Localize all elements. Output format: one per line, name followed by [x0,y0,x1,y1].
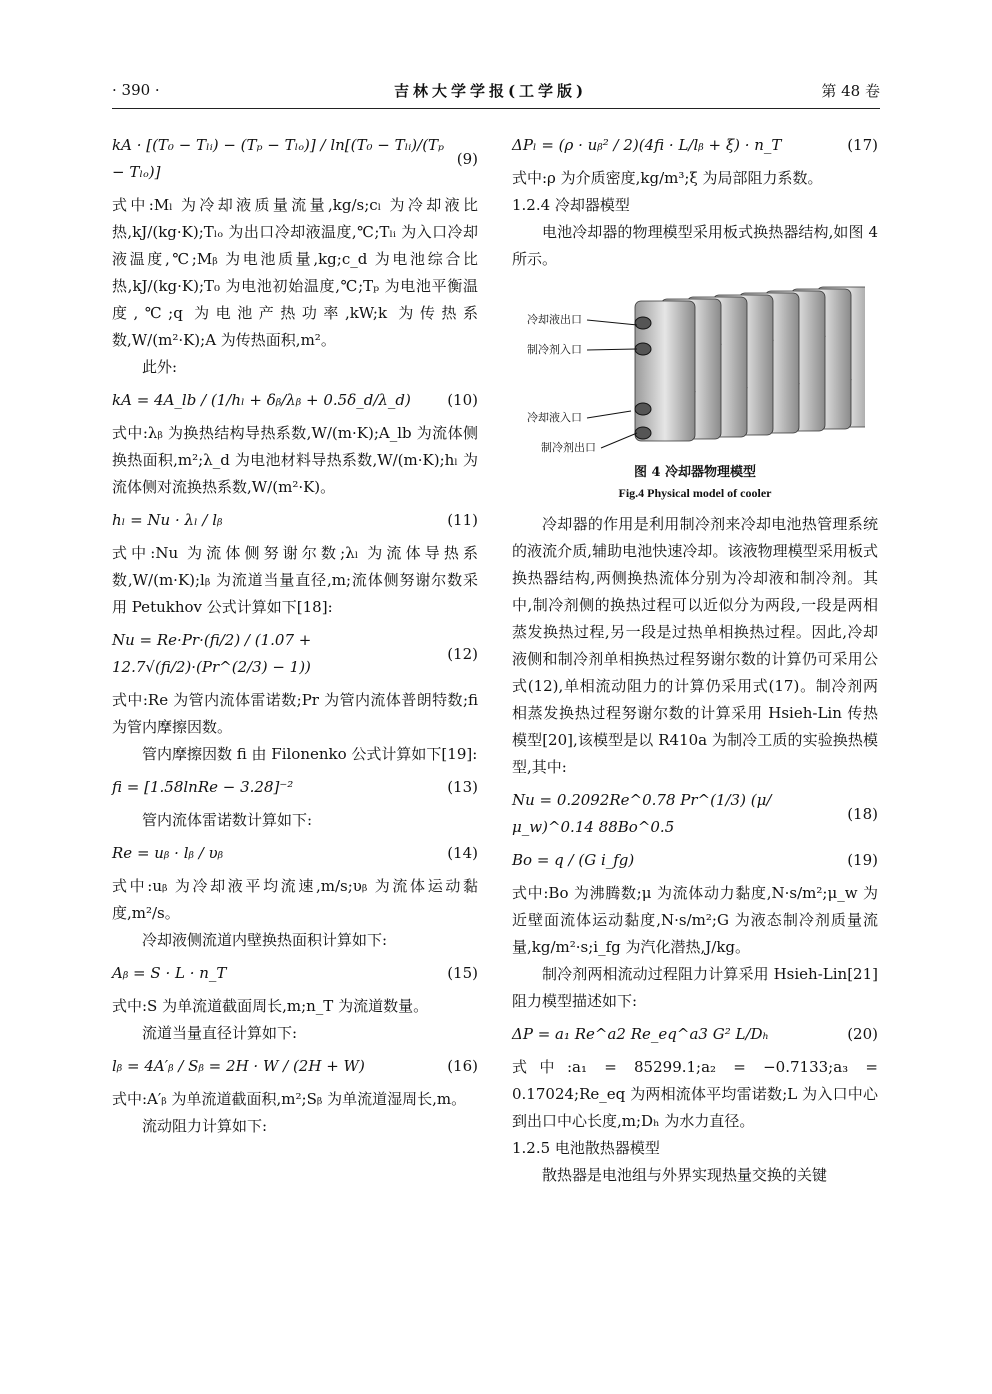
paragraph: 式中:A′ᵦ 为单流道截面积,m²;Sᵦ 为单流道湿周长,m。 [112,1090,467,1108]
label-coolant-outlet: 冷却液出口 [527,313,582,326]
equation-9: kA · [(T₀ − Tₗᵢ) − (Tₚ − Tₗₒ)] / ln[(T₀ − Tₗᵢ)/(Tₚ − Tₗₒ)] (9) [112,136,478,181]
volume-number: 第 48 卷 [821,81,880,100]
paragraph: 式中:S 为单流道截面周长,m;n_T 为流道数量。 [112,997,429,1015]
equation-10: kA = 4A_lb / (1/hₗ + δᵦ/λᵦ + 0.5δ_d/λ_d) (10) [112,391,478,409]
paragraph: 式中:Bo 为沸腾数;μ 为流体动力黏度,N·s/m²;μ_w 为近壁面流体运动黏度,N·s/m²;G 为液态制冷剂质量流量,kg/m²·s;i_fg 为汽化潜热,J/kg。 [512,884,878,956]
left-column [112,126,478,1140]
label-refrigerant-outlet: 制冷剂出口 [541,441,596,454]
equation-19: Bo = q / (G i_fg) (19) [512,851,878,869]
paragraph: 此外: [142,358,178,376]
paragraph: 管内摩擦因数 fi 由 Filonenko 公式计算如下[19]: [142,745,478,763]
paragraph: 冷却器的作用是利用制冷剂来冷却电池热管理系统的液流介质,辅助电池快速冷却。该液物理模型采用板式换热器结构,两侧换热流体分别为冷却液和制冷剂。其中,制冷剂侧的换热过程可以近似分为两段,一段是两相蒸发换热过程,另一段是过热单相换热过程。因此,冷却液侧和制冷剂单相换热过程努谢尔数的计算仍可采用公式(12),单相流动阻力的计算仍采用式(17)。制冷剂两相蒸发换热过程努谢尔数的计算采用 Hsieh-Lin 传热模型[20],该模型是以 R410a 为制冷工质的实验换热模型,其中: [512,515,878,776]
paragraph: 式中:Re 为管内流体雷诺数;Pr 为管内流体普朗特数;fi 为管内摩擦因数。 [112,691,478,736]
paragraph: 流动阻力计算如下: [142,1117,268,1135]
paragraph: 电池冷却器的物理模型采用板式换热器结构,如图 4 所示。 [512,223,878,268]
figure-caption-cn: 图 4 冷却器物理模型 [633,465,757,480]
section-heading: 1.2.4 冷却器模型 [512,196,630,214]
running-header [112,78,880,109]
figure-caption-en: Fig.4 Physical model of cooler [618,486,772,500]
equation-12: Nu = Re·Pr·(fi/2) / (1.07 + 12.7√(fi/2)·(Pr^(2/3) − 1)) (12) [112,631,478,676]
paragraph: 冷却液侧流道内壁换热面积计算如下: [142,931,388,949]
label-refrigerant-inlet: 制冷剂入口 [527,343,582,356]
paragraph: 制冷剂两相流动过程阻力计算采用 Hsieh-Lin[21] 阻力模型描述如下: [512,965,878,1010]
equation-14: Re = uᵦ · lᵦ / υᵦ (14) [112,844,478,862]
equation-20: ΔP = a₁ Re^a2 Re_eq^a3 G² L/Dₕ (20) [512,1025,878,1043]
paragraph: 式中:ρ 为介质密度,kg/m³;ξ 为局部阻力系数。 [512,169,823,187]
paragraph: 式中:Nu 为流体侧努谢尔数;λₗ 为流体导热系数,W/(m·K);lᵦ 为流道当量直径,m;流体侧努谢尔数采用 Petukhov 公式计算如下[18]: [112,544,478,616]
figure-4 [512,283,878,503]
label-coolant-inlet: 冷却液入口 [527,411,582,424]
paragraph: 式中:Mₗ 为冷却液质量流量,kg/s;cₗ 为冷却液比热,kJ/(kg·K);Tₗₒ 为出口冷却液温度,℃;Tₗᵢ 为入口冷却液温度,℃;Mᵦ 为电池质量,kg;c_d 为电池综合比热,kJ/(kg·K);T₀ 为电池初始温度,℃;Tₚ 为电池平衡温度,℃;q 为电池产热功率,kW;k 为传热系数,W/(m²·K);A 为传热面积,m²。 [112,196,478,349]
equation-11: hₗ = Nu · λₗ / lᵦ (11) [112,511,478,529]
cooler-model-illustration [525,283,865,463]
journal-title: 吉林大学学报(工学版) [393,81,588,100]
section-heading: 1.2.5 电池散热器模型 [512,1139,660,1157]
paragraph: 式中:a₁ = 85299.1;a₂ = −0.7133;a₃ = 0.17024;Re_eq 为两相流体平均雷诺数;L 为入口中心到出口中心长度,m;Dₕ 为水力直径。 [512,1058,878,1130]
paragraph: 流道当量直径计算如下: [142,1024,298,1042]
equation-16: lᵦ = 4A′ᵦ / Sᵦ = 2H · W / (2H + W) (16) [112,1057,478,1075]
equation-17: ΔPₗ = (ρ · uᵦ² / 2)(4fi · L/lᵦ + ξ) · n_T (17) [512,136,878,154]
equation-15: Aᵦ = S · L · n_T (15) [112,964,478,982]
page-number: · 390 · [112,81,160,99]
paragraph: 式中:uᵦ 为冷却液平均流速,m/s;υᵦ 为流体运动黏度,m²/s。 [112,877,478,922]
paragraph: 式中:λᵦ 为换热结构导热系数,W/(m·K);A_lb 为流体侧换热面积,m²;λ_d 为电池材料导热系数,W/(m·K);hₗ 为流体侧对流换热系数,W/(m²·K)。 [112,424,478,496]
equation-13: fi = [1.58lnRe − 3.28]⁻² (13) [112,778,478,796]
right-column [512,126,878,1189]
equation-18: Nu = 0.2092Re^0.78 Pr^(1/3) (μ/μ_w)^0.14 88Bo^0.5 (18) [512,791,878,836]
paragraph: 散热器是电池组与外界实现热量交换的关键 [542,1166,828,1184]
paragraph: 管内流体雷诺数计算如下: [142,811,313,829]
